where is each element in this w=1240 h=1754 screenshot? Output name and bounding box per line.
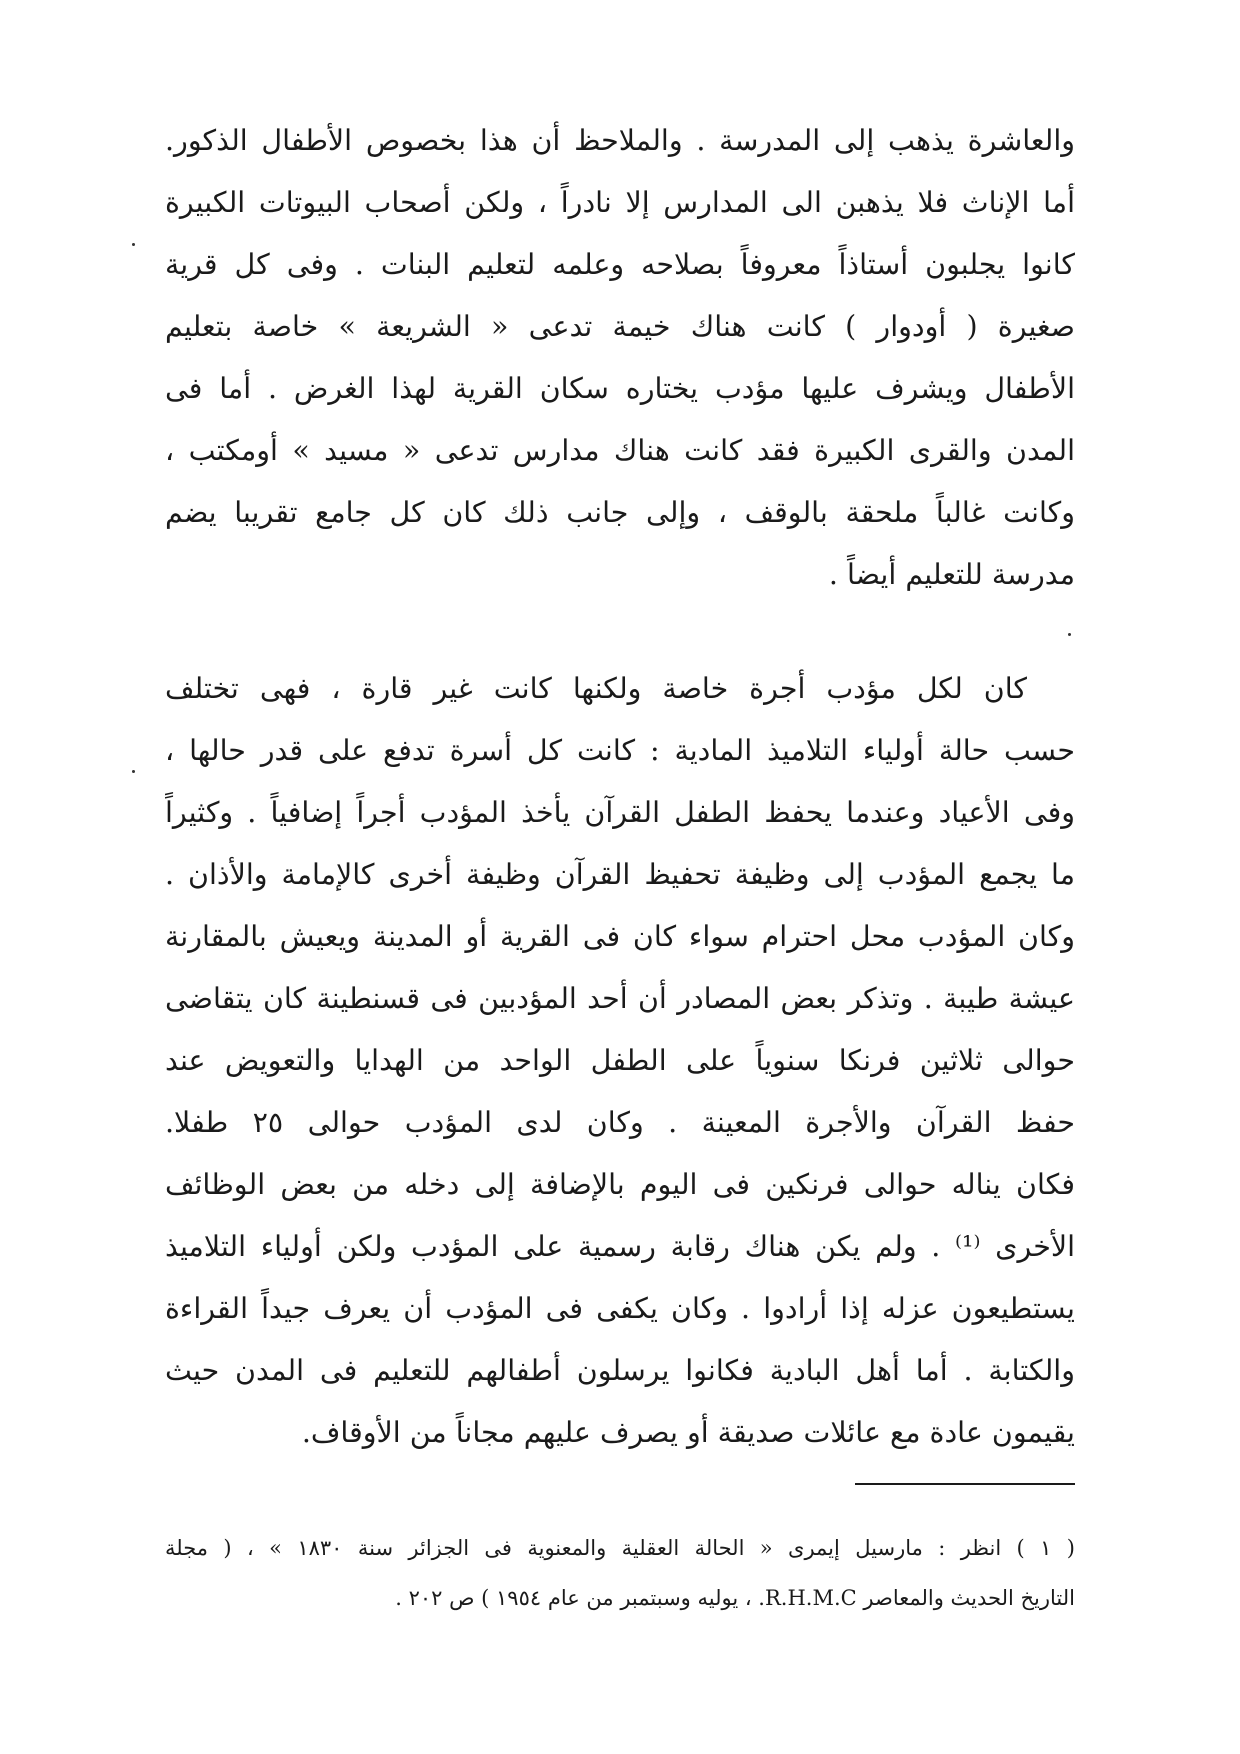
text-line: كانوا يجلبون أستاذاً معروفاً بصلاحه وعلمه لتعليم البنات . وفى كل قرية xyxy=(165,248,1075,281)
text-line: المدن والقرى الكبيرة فقد كانت هناك مدارس تدعى « مسيد » أومكتب ، xyxy=(165,434,1075,467)
text-line: والعاشرة يذهب إلى المدرسة . والملاحظ أن هذا بخصوص الأطفال الذكور. xyxy=(165,124,1075,157)
text-line: حوالى ثلاثين فرنكا سنوياً على الطفل الواحد من الهدايا والتعويض عند xyxy=(165,1044,1075,1077)
footnote-line: التاريخ الحديث والمعاصر R.H.M.C. ، يوليه وسبتمبر من عام ١٩٥٤ ) ص ٢٠٢ . xyxy=(395,1586,1075,1610)
text-line: الأخرى ⁽¹⁾ . ولم يكن هناك رقابة رسمية على المؤدب ولكن أولياء التلاميذ xyxy=(165,1230,1075,1263)
text-line: كان لكل مؤدب أجرة خاصة ولكنها كانت غير قارة ، فهى تختلف xyxy=(165,672,1027,705)
scan-speck xyxy=(1068,633,1071,636)
text-line: عيشة طيبة . وتذكر بعض المصادر أن أحد المؤدبين فى قسنطينة كان يتقاضى xyxy=(165,982,1075,1015)
text-line: أما الإناث فلا يذهبن الى المدارس إلا نادراً ، ولكن أصحاب البيوتات الكبيرة xyxy=(165,186,1075,219)
text-line: والكتابة . أما أهل البادية فكانوا يرسلون أطفالهم للتعليم فى المدن حيث xyxy=(165,1354,1075,1387)
text-line: صغيرة ( أودوار ) كانت هناك خيمة تدعى « الشريعة » خاصة بتعليم xyxy=(165,310,1075,343)
scan-speck xyxy=(132,770,135,773)
text-line: ما يجمع المؤدب إلى وظيفة تحفيظ القرآن وظيفة أخرى كالإمامة والأذان . xyxy=(165,858,1075,891)
text-line: حسب حالة أولياء التلاميذ المادية : كانت كل أسرة تدفع على قدر حالها ، xyxy=(165,734,1075,767)
text-line: فكان يناله حوالى فرنكين فى اليوم بالإضافة إلى دخله من بعض الوظائف xyxy=(165,1168,1075,1201)
text-line: وكانت غالباً ملحقة بالوقف ، وإلى جانب ذلك كان كل جامع تقريبا يضم xyxy=(165,496,1075,529)
text-line: يستطيعون عزله إذا أرادوا . وكان يكفى فى المؤدب أن يعرف جيداً القراءة xyxy=(165,1292,1075,1325)
text-line: الأطفال ويشرف عليها مؤدب يختاره سكان القرية لهذا الغرض . أما فى xyxy=(165,372,1075,405)
footnote-line: ( ١ ) انظر : مارسيل إيمرى « الحالة العقلية والمعنوية فى الجزائر سنة ١٨٣٠ » ، ( مجلة xyxy=(165,1536,1075,1560)
footnotes xyxy=(165,1523,1075,1623)
text-line: وفى الأعياد وعندما يحفظ الطفل القرآن يأخذ المؤدب أجراً إضافياً . وكثيراً xyxy=(165,796,1075,829)
text-line: يقيمون عادة مع عائلات صديقة أو يصرف عليهم مجاناً من الأوقاف. xyxy=(301,1416,1075,1449)
paragraph-1 xyxy=(165,110,1075,606)
text-line: وكان المؤدب محل احترام سواء كان فى القرية أو المدينة ويعيش بالمقارنة xyxy=(165,920,1075,953)
scan-speck xyxy=(132,243,135,246)
paragraph-2 xyxy=(165,658,1075,1464)
text-line: مدرسة للتعليم أيضاً . xyxy=(828,558,1075,591)
footnote-divider xyxy=(855,1483,1075,1485)
text-line: حفظ القرآن والأجرة المعينة . وكان لدى المؤدب حوالى ٢٥ طفلا. xyxy=(165,1106,1075,1139)
